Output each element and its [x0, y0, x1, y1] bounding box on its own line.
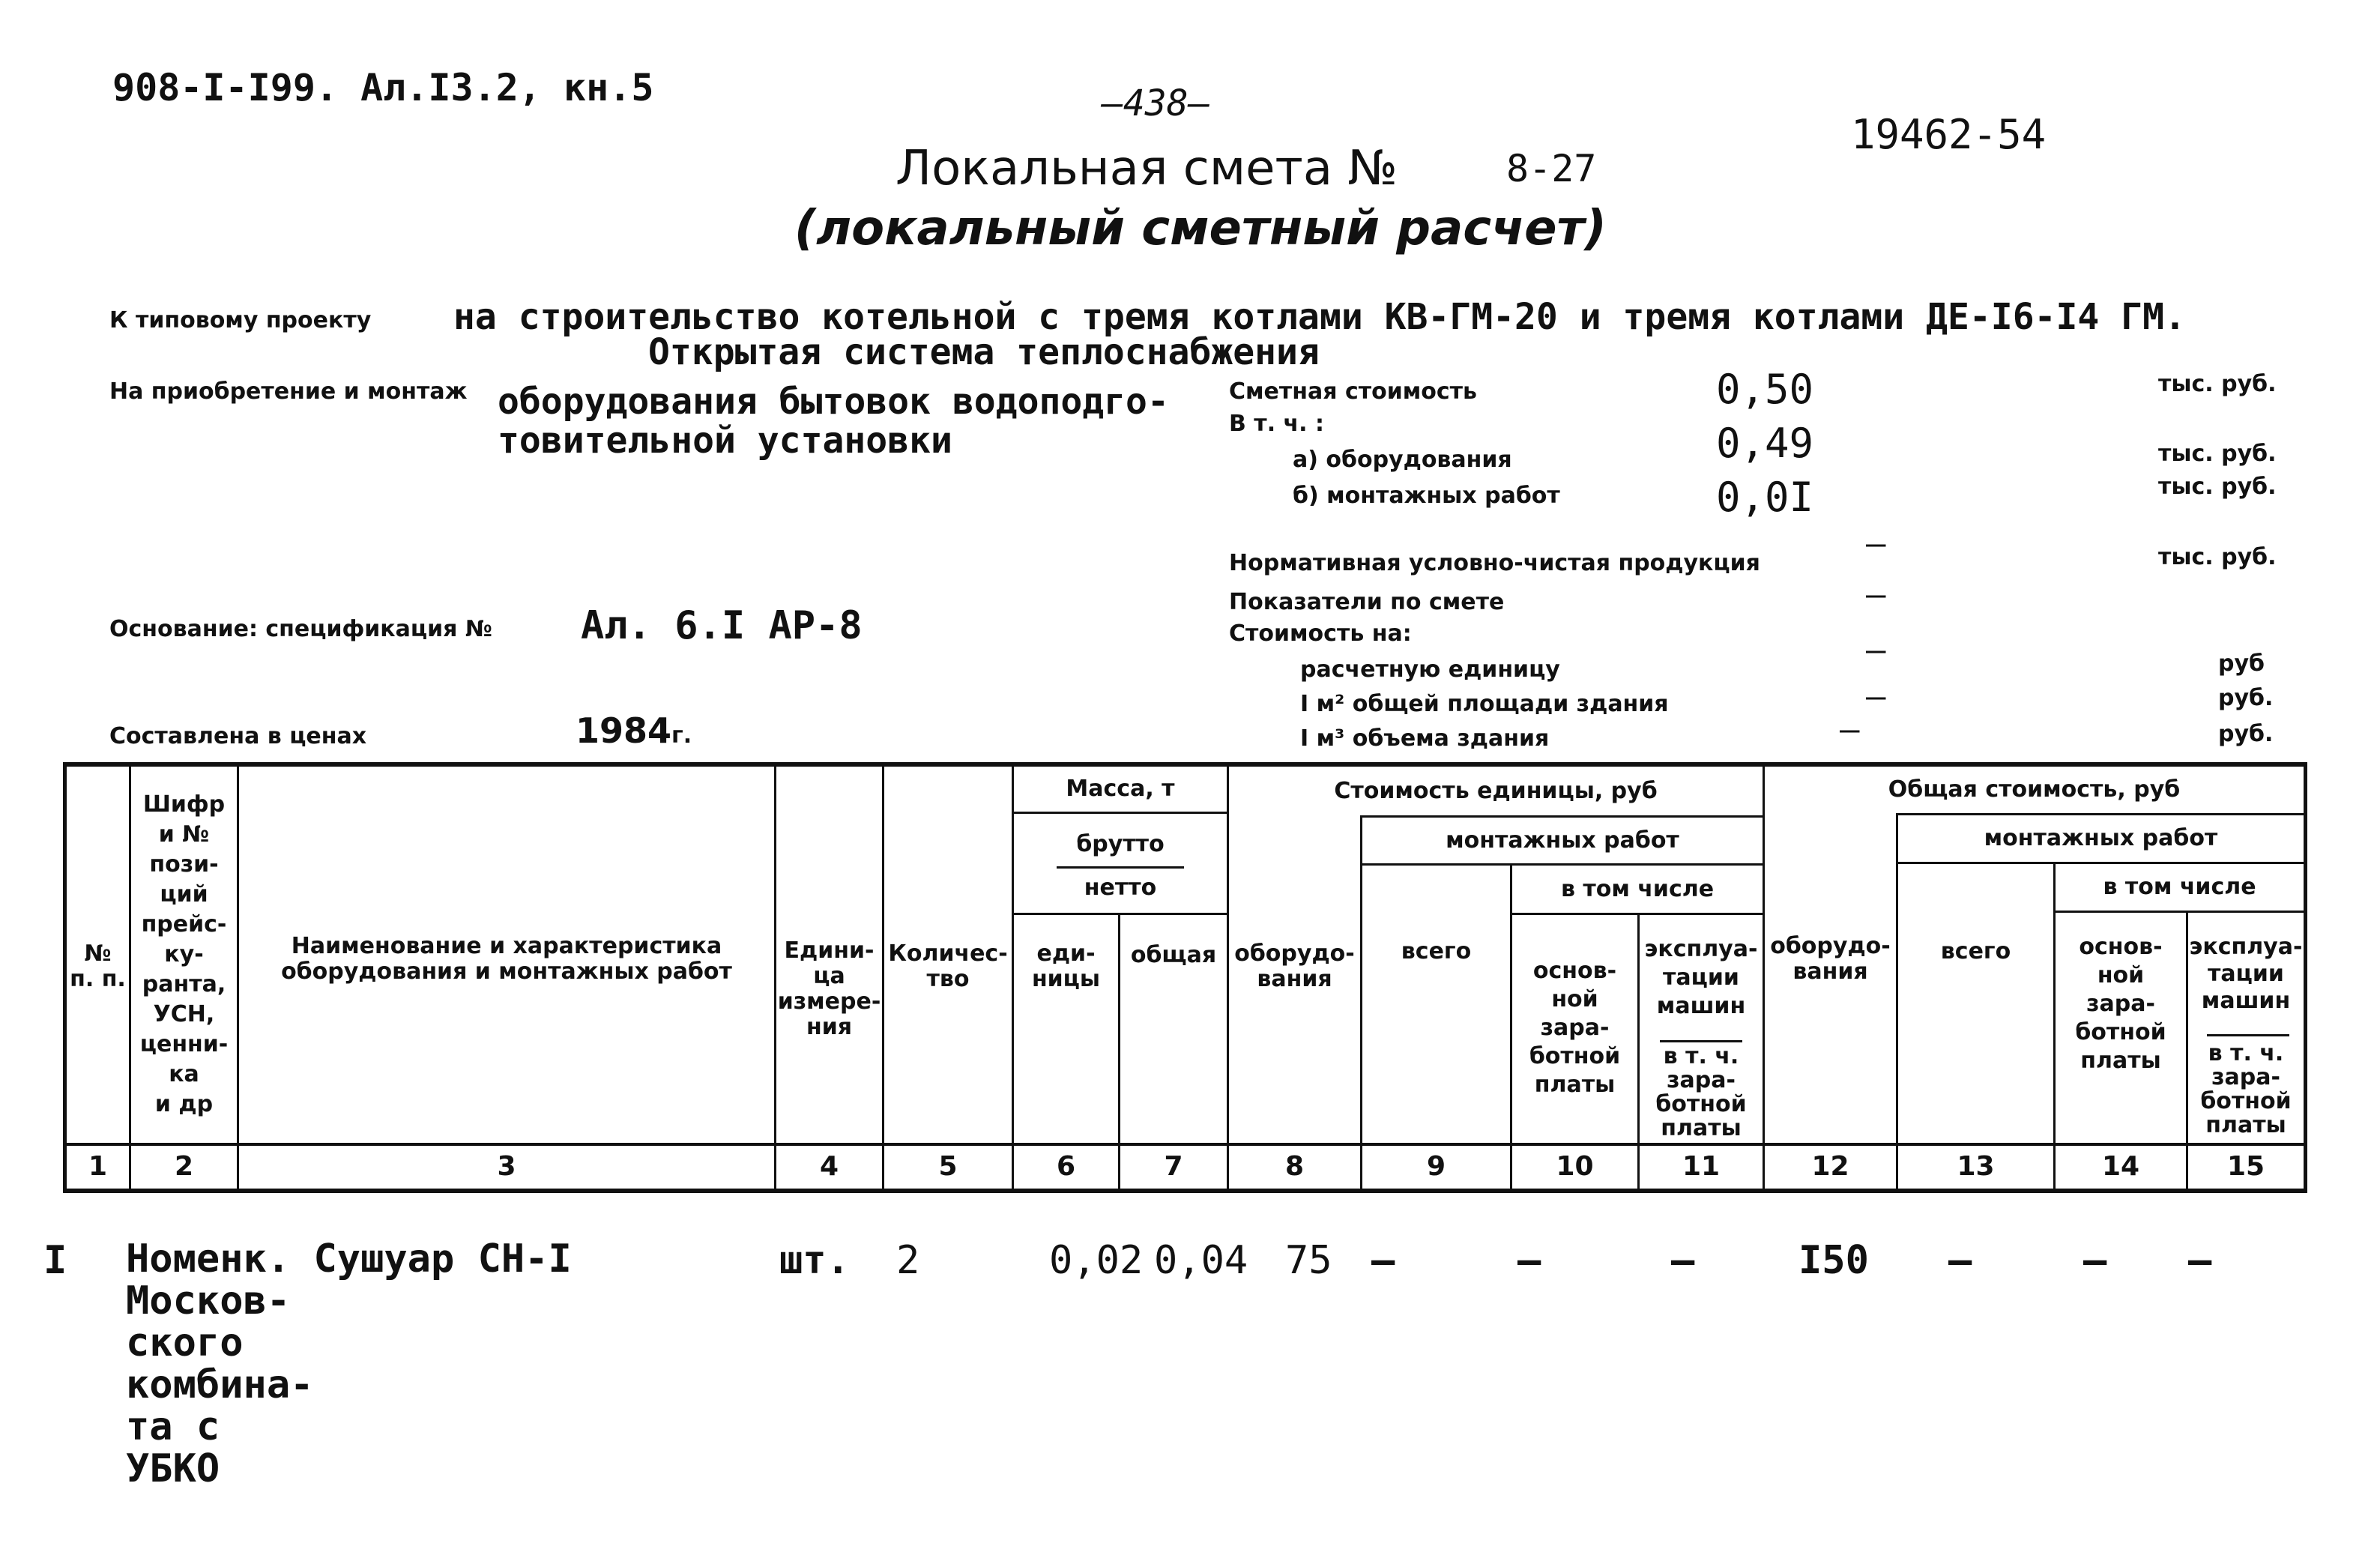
basis-value: Ал. 6.I АР-8: [581, 603, 863, 648]
header-unit-machine: эксплуа- тации машин: [1644, 936, 1758, 1019]
header-unit-installation: монтажных работ: [1446, 827, 1679, 854]
column-number: 13: [1957, 1151, 1995, 1182]
row-unit-basic-salary: –: [1517, 1238, 1541, 1283]
project-value: на строительство котельной с тремя котлами КВ-ГМ-20 и тремя котлами ДЕ-I6-I4 ГМ.: [453, 296, 2186, 338]
header-total-machine: эксплуа- тации машин: [2189, 934, 2303, 1014]
per-unit-unit: руб: [2218, 650, 2265, 677]
normative-unit: тыс. руб.: [2158, 544, 2277, 570]
column-number: 5: [938, 1151, 958, 1182]
header-unit-incl: в том числе: [1560, 875, 1715, 902]
basis-label: Основание: спецификация №: [109, 616, 492, 642]
page-subtitle: (локальный сметный расчет): [794, 201, 1607, 256]
row-qty: 2: [896, 1238, 920, 1283]
per-unit-value: –: [1866, 631, 1886, 669]
header-unit-all: всего: [1401, 938, 1472, 964]
header-total-machine-incl: в т. ч. зара- ботной платы: [2200, 1040, 2292, 1138]
header-total-incl: в том числе: [2103, 874, 2256, 900]
column-number: 7: [1164, 1151, 1183, 1182]
row-mass-unit: 0,02: [1049, 1238, 1144, 1283]
header-unit-cost: Стоимость единицы, руб: [1334, 777, 1658, 804]
per-area-label: I м² общей площади здания: [1300, 691, 1669, 717]
header-unit-machine-incl: в т. ч. зара- ботной платы: [1655, 1043, 1747, 1141]
page-title: Локальная смета №: [895, 141, 1398, 196]
installation-cost-value: 0,0I: [1716, 474, 1814, 521]
column-number: 3: [497, 1151, 516, 1182]
cost-per-label: Стоимость на:: [1229, 620, 1412, 647]
header-unit-equipment: оборудо- вания: [1234, 940, 1355, 992]
installation-cost-label: б) монтажных работ: [1293, 483, 1560, 509]
header-total-cost: Общая стоимость, руб: [1888, 776, 2181, 803]
column-number: 11: [1682, 1151, 1721, 1182]
row-total-install-all: –: [1948, 1238, 1972, 1283]
per-unit-label: расчетную единицу: [1300, 656, 1560, 683]
row-total-equipment: I50: [1798, 1238, 1869, 1283]
header-name: Наименование и характеристика оборудования и монтажных работ: [281, 933, 732, 985]
per-volume-unit: руб.: [2218, 721, 2274, 747]
row-number: I: [43, 1238, 67, 1283]
equipment-cost-label: а) оборудования: [1293, 447, 1512, 473]
estimate-number: 8-27: [1506, 147, 1597, 190]
row-mass-total: 0,04: [1154, 1238, 1248, 1283]
column-number: 8: [1284, 1151, 1305, 1182]
row-unit-equipment: 75: [1285, 1238, 1332, 1283]
header-total-equipment: оборудо- вания: [1770, 933, 1891, 985]
archive-number: 19462-54: [1851, 111, 2047, 158]
column-number: 10: [1556, 1151, 1594, 1182]
row-total-basic-salary: –: [2083, 1238, 2107, 1283]
column-number: 2: [174, 1151, 194, 1182]
estimated-cost-value: 0,50: [1716, 366, 1814, 413]
header-mass-unit: еди- ницы: [1031, 940, 1101, 992]
column-number: 14: [2101, 1151, 2140, 1182]
header-unit-basic-salary: основ- ной зара- ботной платы: [1529, 958, 1621, 1098]
per-area-value: –: [1866, 677, 1886, 716]
incl-label: В т. ч. :: [1229, 411, 1324, 437]
header-total-basic-salary: основ- ной зара- ботной платы: [2075, 934, 2166, 1074]
indicators-label: Показатели по смете: [1229, 589, 1505, 615]
project-value-line2: Открытая система теплоснабжения: [648, 331, 1320, 373]
installation-cost-unit: тыс. руб.: [2158, 474, 2277, 500]
row-unit-machine: –: [1671, 1238, 1695, 1283]
equipment-cost-unit: тыс. руб.: [2158, 441, 2277, 467]
prices-year: 1984г.: [576, 710, 692, 751]
header-total-all: всего: [1940, 938, 2011, 964]
indicators-value: –: [1866, 576, 1886, 614]
row-unit: шт.: [779, 1238, 850, 1283]
column-number: 1: [88, 1151, 108, 1182]
header-total-installation: монтажных работ: [1984, 825, 2218, 851]
column-number: 6: [1056, 1151, 1076, 1182]
row-total-machine: –: [2188, 1238, 2212, 1283]
header-mass-total: общая: [1130, 942, 1217, 968]
per-volume-label: I м³ объема здания: [1300, 725, 1550, 752]
purchase-label: На приобретение и монтаж: [109, 378, 468, 405]
project-label: К типовому проекту: [109, 307, 372, 333]
header-mass-net: нетто: [1084, 875, 1157, 901]
estimated-cost-label: Сметная стоимость: [1229, 378, 1478, 405]
header-code: Шифр и № пози- ций прейс- ку- ранта, УСН, ценни- ка и др: [139, 791, 229, 1117]
row-name: Номенк. Сушуар СН-I Москов- ского комбина- та с УБКО: [126, 1237, 572, 1491]
normative-label: Нормативная условно-чистая продукция: [1229, 550, 1760, 576]
column-number: 12: [1811, 1151, 1849, 1182]
document-code: 908-I-I99. Ал.I3.2, кн.5: [112, 66, 654, 109]
purchase-value: оборудования бытовок водоподго- товительной установки: [498, 381, 1169, 462]
header-unit: Едини- ца измере- ния: [777, 937, 881, 1040]
header-no: № п. п.: [70, 940, 126, 992]
header-mass: Масса, т: [1066, 776, 1175, 802]
column-number: 9: [1426, 1151, 1446, 1182]
row-unit-install-all: –: [1371, 1238, 1395, 1283]
page-number: —438—: [1102, 82, 1210, 124]
per-area-unit: руб.: [2218, 685, 2274, 711]
estimated-cost-unit: тыс. руб.: [2158, 371, 2277, 397]
equipment-cost-value: 0,49: [1716, 420, 1814, 467]
header-qty: Количес- тво: [888, 940, 1008, 992]
column-number: 15: [2226, 1151, 2265, 1182]
header-mass-gross: брутто: [1076, 831, 1165, 857]
per-volume-value: –: [1840, 710, 1860, 749]
column-number: 4: [819, 1151, 839, 1182]
prices-label: Составлена в ценах: [109, 723, 367, 749]
normative-value: –: [1866, 525, 1886, 563]
